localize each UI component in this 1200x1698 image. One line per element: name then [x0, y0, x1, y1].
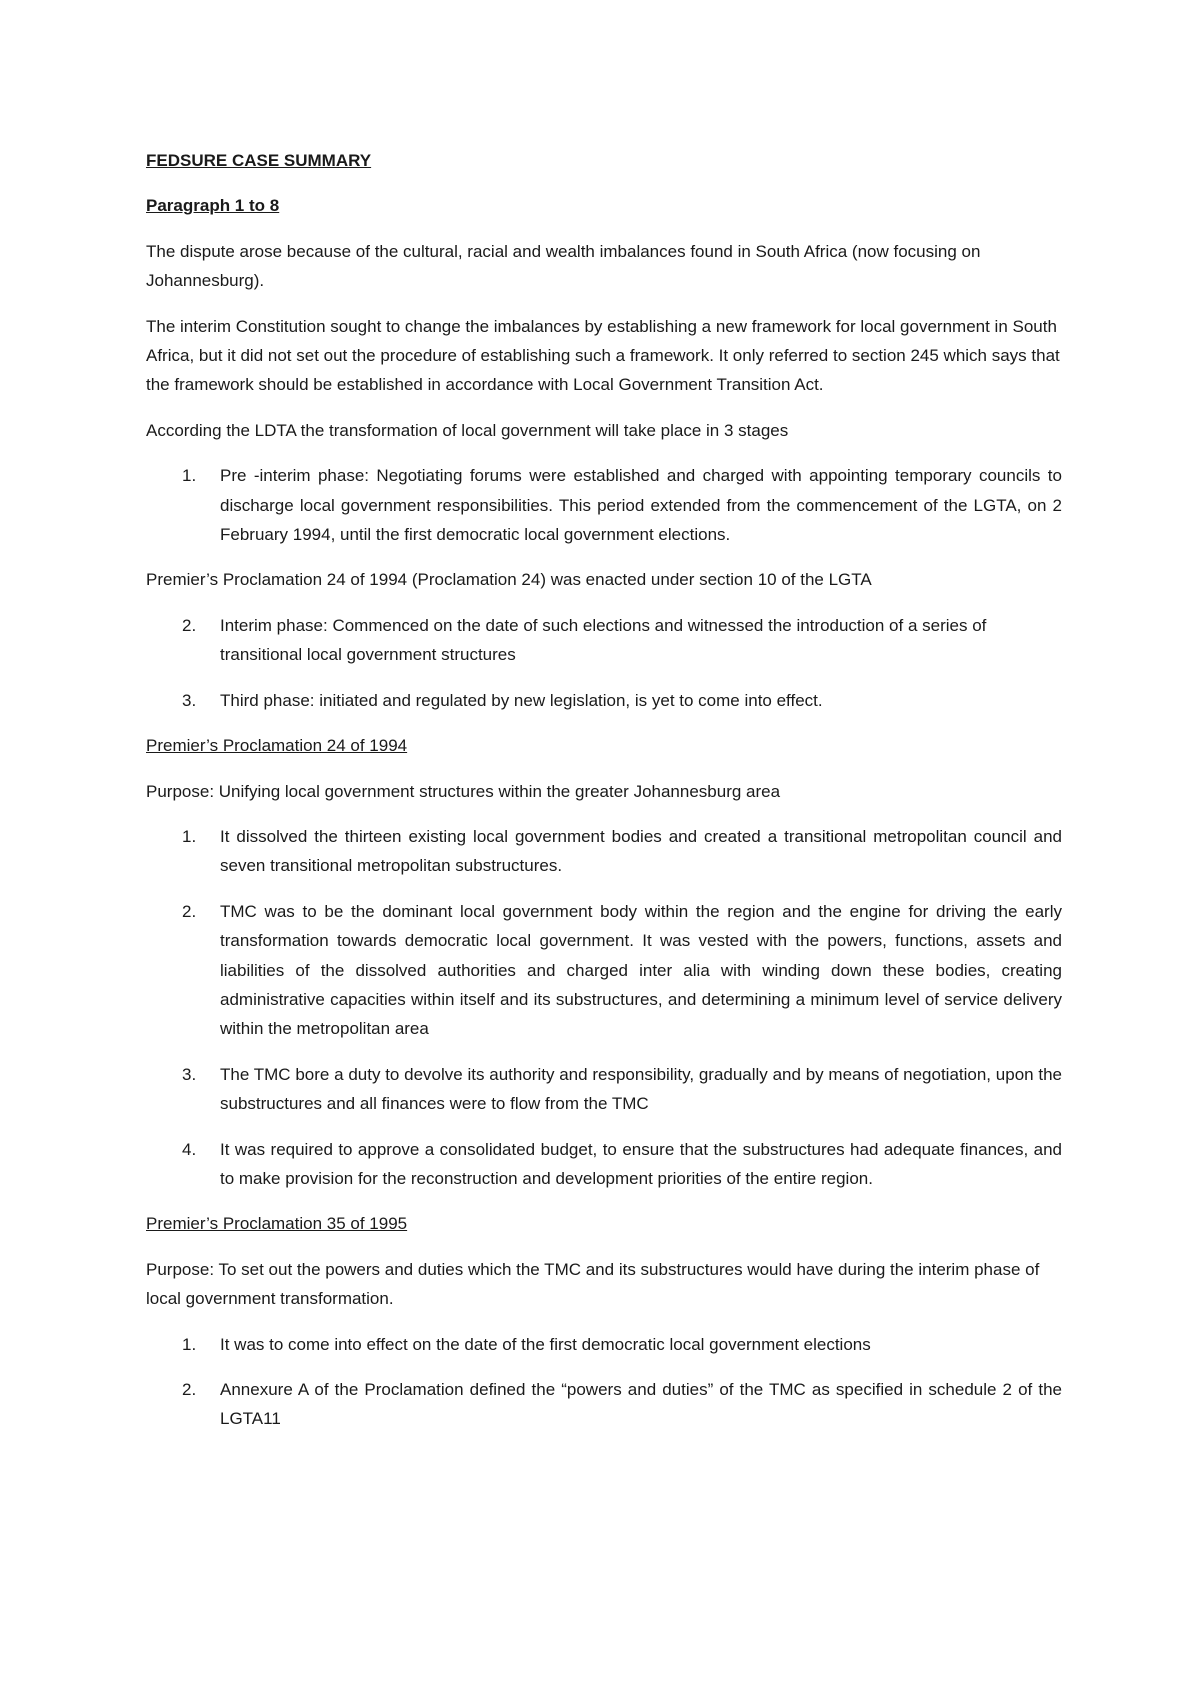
list-item: [146, 1060, 1062, 1119]
list-item: [146, 1135, 1062, 1194]
list-item: [146, 897, 1062, 1044]
section-heading-proclamation-24: Premier’s Proclamation 24 of 1994: [146, 736, 408, 756]
proclamation-24-purpose: Purpose: Unifying local government structures within the greater Johannesburg area: [146, 781, 781, 801]
list-number: 3.: [182, 1064, 197, 1084]
list-text: Pre -interim phase: Negotiating forums were established and charged with appointing temporary councils to discharge local government responsibilities. This period extended from the commencement of the LGTA, on 2 February 1994, until the first democratic local government elections.: [220, 466, 1062, 545]
intro-paragraph-3: According the LDTA the transformation of local government will take place in 3 stages: [146, 420, 789, 440]
list-item: [146, 461, 1062, 549]
paragraph-heading: Paragraph 1 to 8: [146, 196, 280, 216]
list-number: 4.: [182, 1139, 197, 1159]
list-item: [146, 1375, 1062, 1434]
list-number: 1.: [182, 466, 197, 486]
stages-list-part2: [146, 611, 1062, 715]
list-text: Third phase: initiated and regulated by new legislation, is yet to come into effect.: [220, 690, 823, 710]
document-title: FEDSURE CASE SUMMARY: [146, 151, 372, 170]
list-number: 2.: [182, 901, 197, 921]
document-page: [146, 146, 1062, 1450]
list-number: 1.: [182, 826, 197, 846]
stages-list-part1: [146, 461, 1062, 549]
proclamation-35-purpose: Purpose: To set out the powers and duties which the TMC and its substructures would have during the interim phase of local government transformation.: [146, 1259, 1040, 1309]
list-text: TMC was to be the dominant local government body within the region and the engine for driving the early transformation towards democratic local government. It was vested with the powers, functions, assets and liabilities of the dissolved authorities and charged inter alia with winding down these bodies, creating administrative capacities within itself and its substructures, and determining a minimum level of service delivery within the metropolitan area: [220, 901, 1062, 1039]
proclamation-35-list: [146, 1330, 1062, 1434]
list-number: 2.: [182, 615, 197, 635]
list-text: It was required to approve a consolidated budget, to ensure that the substructures had adequate finances, and to make provision for the reconstruction and development priorities of the entire region.: [220, 1139, 1062, 1188]
proclamation-note: Premier’s Proclamation 24 of 1994 (Proclamation 24) was enacted under section 10 of the LGTA: [146, 570, 872, 590]
list-item: [146, 822, 1062, 881]
section-heading-proclamation-35: Premier’s Proclamation 35 of 1995: [146, 1214, 408, 1234]
list-number: 2.: [182, 1380, 197, 1399]
list-text: It dissolved the thirteen existing local government bodies and created a transitional metropolitan council and seven transitional metropolitan substructures.: [220, 826, 1062, 876]
list-number: 3.: [182, 690, 197, 710]
list-text: The TMC bore a duty to devolve its authority and responsibility, gradually and by means of negotiation, upon the substructures and all finances were to flow from the TMC: [220, 1064, 1062, 1114]
list-text: It was to come into effect on the date of the first democratic local government elections: [220, 1334, 871, 1354]
list-number: 1.: [182, 1334, 197, 1354]
intro-paragraph-1: The dispute arose because of the cultural, racial and wealth imbalances found in South Africa (now focusing on Johannesburg).: [146, 241, 981, 291]
intro-paragraph-2: The interim Constitution sought to change the imbalances by establishing a new framework for local government in South Africa, but it did not set out the procedure of establishing such a framework. It only referred to section 245 which says that the framework should be established in accordance with Local Government Transition Act.: [146, 316, 1060, 395]
list-item: [146, 686, 1062, 715]
list-item: [146, 1330, 1062, 1359]
list-item: [146, 611, 1062, 670]
proclamation-24-list: [146, 822, 1062, 1193]
list-text: Annexure A of the Proclamation defined the “powers and duties” of the TMC as specified in schedule 2 of the LGTA11: [220, 1380, 1062, 1429]
list-text: Interim phase: Commenced on the date of such elections and witnessed the introduction of a series of transitional local government structures: [220, 615, 987, 665]
